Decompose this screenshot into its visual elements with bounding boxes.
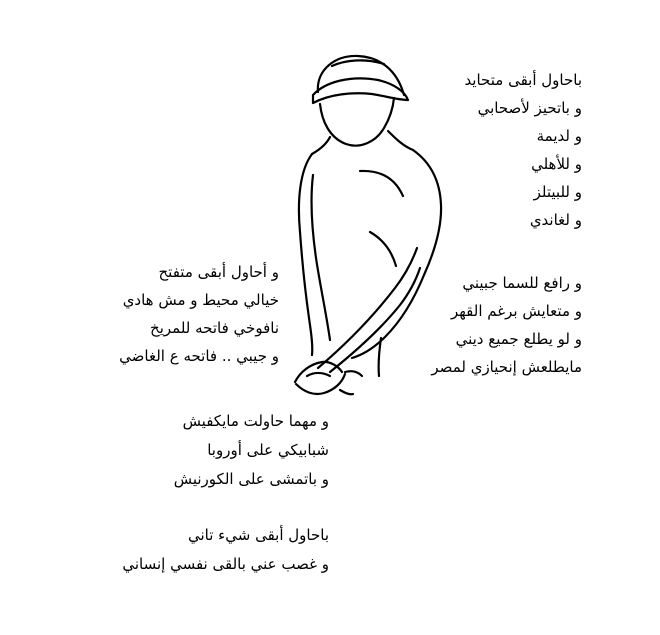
poem-stanza-2: [431, 269, 582, 381]
hand-fingers: [296, 374, 345, 394]
belly-line: [370, 232, 396, 266]
poem-line: و لغاندي: [529, 211, 582, 229]
poem-line: باحاول أبقى متحايد: [464, 71, 582, 89]
poem-line: نافوخي فاتحه للمريخ: [150, 319, 279, 337]
lower-line: [340, 390, 353, 394]
right-forearm-lower: [330, 268, 420, 372]
neck-left: [312, 137, 330, 154]
hand-knuckles: [307, 373, 330, 376]
neck-right: [388, 131, 413, 150]
poem-stanza-3: [119, 258, 279, 370]
poem-line: باحاول أبقى شيء تاني: [187, 526, 329, 544]
chest-line: [360, 171, 403, 196]
poem-line: شبابيكي على أوروبا: [207, 441, 329, 459]
poem-line: و غصب عني بالقى نفسي إنساني: [122, 555, 329, 573]
poem-stanza-1: [464, 66, 582, 234]
poem-line: و أحاول أبقى متفتح: [158, 263, 279, 281]
poem-line: و جيبي .. فاتحه ع الغاضي: [119, 347, 279, 365]
poem-line: و للبيتلز: [533, 183, 582, 201]
right-shoulder: [352, 150, 441, 358]
poem-line: و رافع للسما جبيني: [462, 274, 582, 292]
poem-line: و متعايش برغم القهر: [450, 302, 582, 320]
face-outline: [320, 98, 394, 146]
poem-line: خيالي محيط و مش هادي: [122, 291, 279, 309]
hat-top-line: [332, 60, 384, 66]
poem-line: مايطلعش إنحيازي لمصر: [431, 358, 582, 376]
poem-line: و للأهلي: [531, 155, 582, 173]
poem-line: و لديمة: [536, 127, 582, 145]
poem-stanza-5: [122, 521, 329, 579]
hat-crown: [318, 56, 404, 95]
poem-line: و باتحيز لأصحابي: [477, 99, 582, 117]
left-arm-inner: [312, 175, 330, 340]
poem-stanza-4: [174, 407, 329, 494]
left-side: [299, 154, 312, 355]
poem-line: و لو يطلع جميع ديني: [455, 330, 582, 348]
poem-line: و باتمشى على الكورنيش: [173, 470, 329, 488]
poem-line: و مهما حاولت مايكفيش: [182, 412, 329, 430]
left-wrist: [345, 371, 362, 376]
